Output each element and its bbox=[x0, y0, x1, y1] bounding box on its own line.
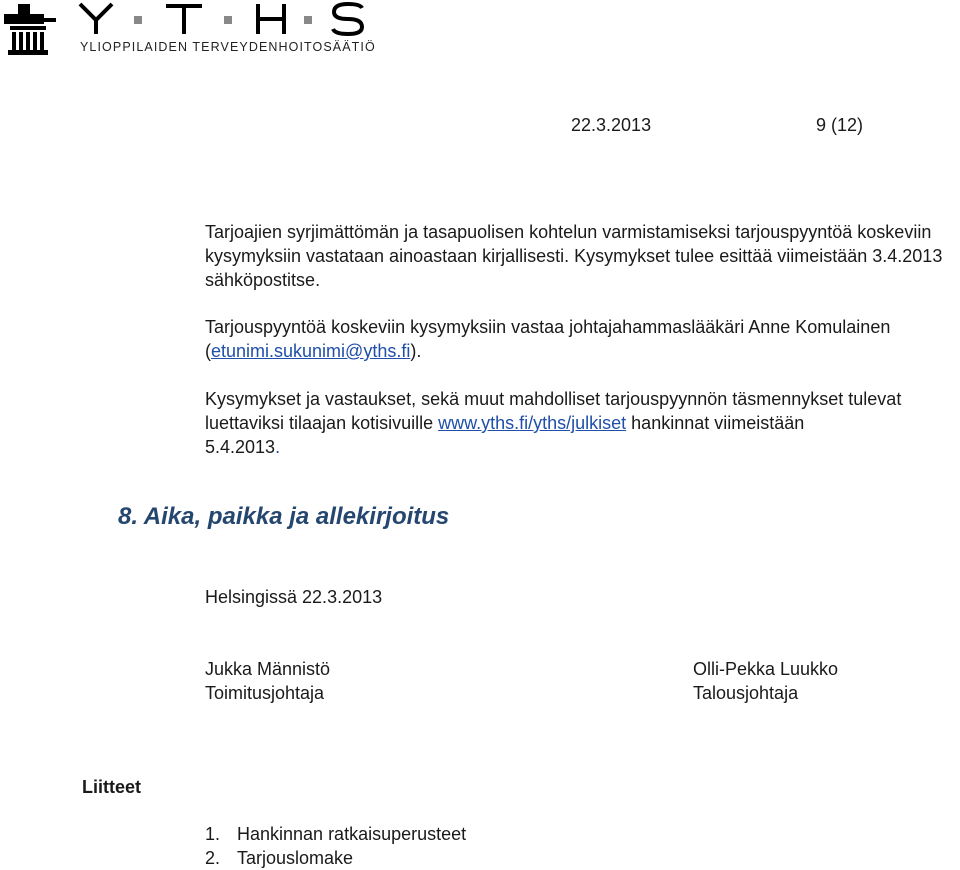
answers-text: Kysymykset ja vastaukset, sekä muut mahdolliset tarjouspyynnön täsmennykset tulevat luettaviksi tilaajan kotisivuille bbox=[205, 389, 902, 433]
section-heading: 8. Aika, paikka ja allekirjoitus bbox=[118, 503, 450, 530]
list-item bbox=[205, 822, 466, 846]
signer-title: Talousjohtaja bbox=[693, 683, 799, 703]
answers-date: 5.4.2013 bbox=[205, 437, 276, 457]
attachments-heading: Liitteet bbox=[82, 777, 142, 797]
place-date: Helsingissä 22.3.2013 bbox=[205, 587, 383, 607]
email-link[interactable]: etunimi.sukunimi@yths.fi bbox=[211, 341, 411, 361]
list-item-number: 1. bbox=[205, 824, 221, 844]
signature-block-2 bbox=[693, 657, 838, 705]
paragraph-questions: Tarjoajien syrjimättömän ja tasapuolisen kohtelun varmistamiseksi tarjouspyyntöä koskeviin kysymyksiin vastataan ainoastaan kirjallisesti. Kysymykset tulee esittää viimeistään 3.4.2013 sähköpostitse. bbox=[205, 222, 943, 290]
list-item bbox=[205, 846, 466, 870]
logo-subtitle: YLIOPPILAIDEN TERVEYDENHOITOSÄÄTIÖ bbox=[80, 40, 376, 54]
contact-text-end: ). bbox=[410, 341, 422, 361]
yths-wordmark bbox=[78, 0, 368, 40]
list-item-number: 2. bbox=[205, 848, 221, 868]
website-link[interactable]: www.yths.fi/yths/julkiset bbox=[438, 413, 627, 433]
page-number: 9 (12) bbox=[816, 115, 864, 135]
contact-text: Tarjouspyyntöä koskeviin kysymyksiin vastaa johtajahammaslääkäri Anne Komulainen ( bbox=[205, 317, 891, 361]
paragraph-answers bbox=[205, 387, 960, 459]
list-item-label: Tarjouslomake bbox=[237, 848, 354, 868]
list-item-label: Hankinnan ratkaisuperusteet bbox=[237, 824, 467, 844]
signer-title: Toimitusjohtaja bbox=[205, 683, 325, 703]
document-date: 22.3.2013 bbox=[571, 115, 652, 135]
signer-name: Olli-Pekka Luukko bbox=[693, 659, 839, 679]
paragraph-contact bbox=[205, 315, 960, 363]
answers-period: . bbox=[275, 437, 281, 457]
signer-name: Jukka Männistö bbox=[205, 659, 331, 679]
signature-block-1 bbox=[205, 657, 330, 705]
answers-text-cont: hankinnat viimeistään bbox=[626, 413, 805, 433]
attachments-list bbox=[205, 822, 466, 870]
yths-emblem-logo bbox=[4, 4, 58, 56]
